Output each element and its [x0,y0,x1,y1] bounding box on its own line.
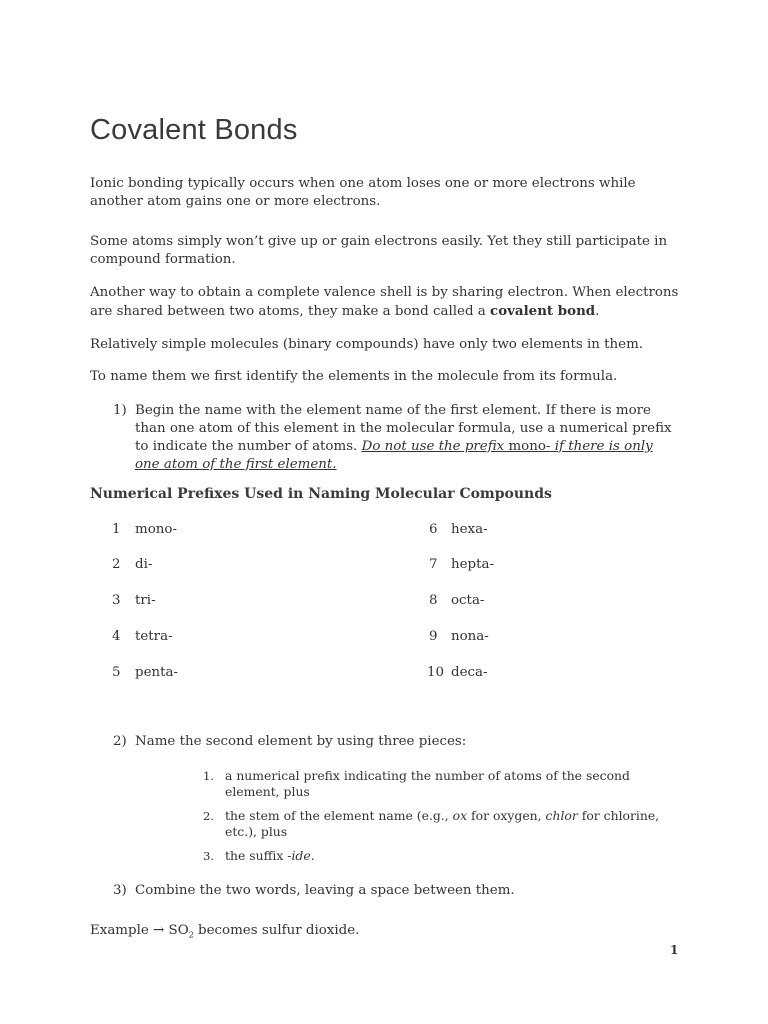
prefix-number: 4 [112,629,121,644]
paragraph-some-atoms: Some atoms simply won’t give up or gain electrons easily. Yet they still participate in compound formation. [90,234,668,267]
step-1-body: Begin the name with the element name of the first element. If there is more than one atom of this element in the molecular formula, use a numerical prefix to indicate the number of atoms. [135,403,672,454]
example-line [90,922,682,945]
page-title: Covalent Bonds [90,114,298,146]
prefix-number: 8 [429,593,438,608]
step-1-text [135,402,675,474]
sub-step-number: 1. [203,769,215,783]
sub-step-suffix-a: the suffix - [225,848,292,863]
step-1-note-c: if there is only one atom of the first element. [135,439,653,472]
example-subscript: 2 [188,930,194,940]
step-2-number: 2) [113,734,127,749]
step-3-text: Combine the two words, leaving a space between them. [135,883,515,898]
prefix-number: 1 [112,522,121,537]
prefix-name: di- [135,557,153,572]
prefix-number: 9 [429,629,438,644]
sub-step-suffix-b: . [310,848,315,863]
prefix-number: 6 [429,522,438,537]
step-1-number: 1) [113,403,127,418]
sub-step-suffix [225,848,685,864]
prefix-number: 5 [112,665,121,680]
paragraph-covalent-end: . [595,304,600,319]
step-1-note-a: Do not use the prefix [361,439,509,454]
paragraph-covalent [90,284,682,321]
paragraph-ionic: Ionic bonding typically occurs when one atom loses one or more electrons while another atom gains one or more electrons. [90,176,636,209]
example-rest: becomes sulfur dioxide. [193,923,360,938]
step-3-number: 3) [113,883,127,898]
example-formula: SO [164,923,189,938]
prefix-name: tetra- [135,629,173,644]
arrow-icon: → [153,923,165,938]
suffix-ide: ide [291,848,311,863]
step-2-text: Name the second element by using three pieces: [135,734,467,749]
stem-chlor: chlor [545,808,578,823]
page-number: 1 [670,943,679,957]
prefix-table-heading: Numerical Prefixes Used in Naming Molecular Compounds [90,486,552,502]
prefix-number: 2 [112,557,121,572]
prefix-name: octa- [451,593,485,608]
prefix-name: hepta- [451,557,495,572]
prefix-name: mono- [135,522,177,537]
prefix-name: tri- [135,593,156,608]
step-1-note-mono: mono- [508,439,551,454]
sub-step-number: 3. [203,849,215,863]
sub-step-element-stem [225,808,685,840]
paragraph-covalent-text: Another way to obtain a complete valence shell is by sharing electron. When electrons are shared between two atoms, they make a bond called a [90,285,679,319]
prefix-name: penta- [135,665,179,680]
sub-step-numerical-prefix: a numerical prefix indicating the number of atoms of the second element, plus [225,768,630,799]
prefix-number: 7 [429,557,438,572]
prefix-name: deca- [451,665,488,680]
sub-step-stem-a: the stem of the element name (e.g., [225,808,453,823]
paragraph-binary: Relatively simple molecules (binary compounds) have only two elements in them. [90,337,644,352]
prefix-name: hexa- [451,522,488,537]
prefix-name: nona- [451,629,489,644]
covalent-bond-term: covalent bond [490,303,596,319]
prefix-number: 10 [427,665,445,680]
sub-step-number: 2. [203,809,215,823]
prefix-number: 3 [112,593,121,608]
example-label: Example [90,923,154,938]
sub-step-stem-c: for chlorine, etc.), plus [225,808,660,839]
sub-step-stem-b: for oxygen, [467,808,546,823]
stem-ox: ox [452,808,468,823]
paragraph-identify: To name them we first identify the elements in the molecule from its formula. [90,369,618,384]
